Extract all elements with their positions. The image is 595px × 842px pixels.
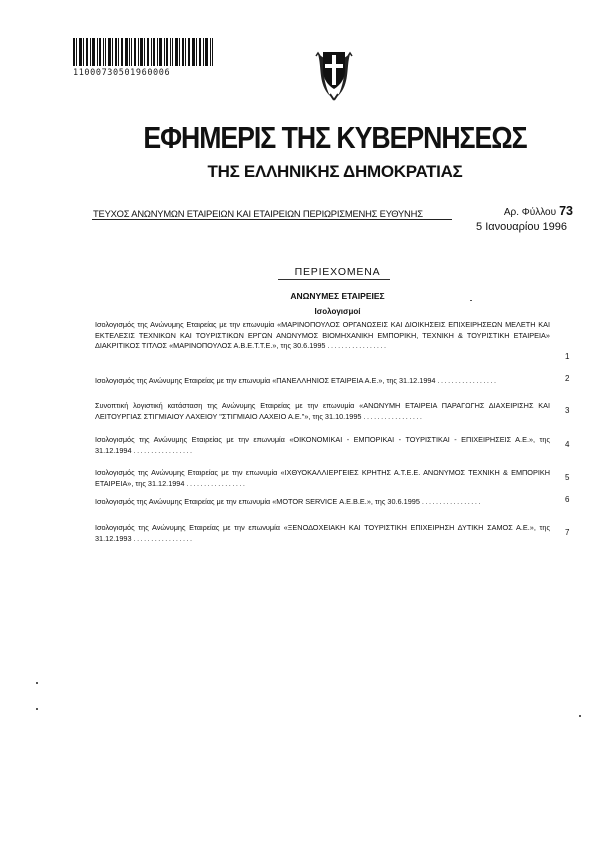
toc-entry-leader: ................. bbox=[133, 445, 194, 455]
toc-entry-leader: ................. bbox=[186, 478, 247, 488]
toc-entry bbox=[95, 376, 550, 387]
scan-speck bbox=[579, 715, 581, 717]
toc-entry-text: Ισολογισμός της Ανώνυμης Εταιρείας με την επωνυμία «ΠΑΝΕΛΛΗΝΙΟΣ ΕΤΑΙΡΕΙΑ Α.Ε.», της 31.12.1994 bbox=[95, 376, 436, 385]
issue-number-value: 73 bbox=[559, 204, 573, 218]
toc-entry-leader: ................. bbox=[133, 533, 194, 543]
toc-entry-leader: ................. bbox=[437, 376, 498, 385]
scan-speck bbox=[36, 708, 38, 710]
coat-of-arms-emblem bbox=[308, 44, 360, 104]
toc-entry bbox=[95, 435, 550, 456]
toc-entry bbox=[95, 320, 550, 352]
issue-number-label: Αρ. Φύλλου bbox=[503, 207, 557, 218]
toc-entry-text: Ισολογισμός της Ανώνυμης Εταιρείας με την επωνυμία «MOTOR SERVICE Α.Ε.Β.Ε.», της 30.6.1995 bbox=[95, 497, 420, 506]
toc-entry bbox=[95, 401, 550, 422]
toc-entry-page: 6 bbox=[565, 495, 570, 504]
section-title: ΑΝΩΝΥΜΕΣ ΕΤΑΙΡΕΙΕΣ bbox=[290, 291, 385, 301]
toc-entry-page: 1 bbox=[565, 352, 570, 361]
issue-number bbox=[504, 204, 573, 218]
toc-title-underline bbox=[278, 279, 390, 280]
toc-entry-page: 2 bbox=[565, 374, 570, 383]
toc-entry-text: Ισολογισμός της Ανώνυμης Εταιρείας με την επωνυμία «ΜΑΡΙΝΟΠΟΥΛΟΣ ΟΡΓΑΝΩΣΕΙΣ ΚΑΙ ΔΙΟΙΚΗΣΕΙΣ ΕΠΙΧΕΙΡΗΣΕΩΝ ΜΕΛΕΤΗ ΚΑΙ ΕΚΤΕΛΕΣΙΣ ΤΕΧΝΙΚΩΝ ΚΑΙ ΤΟΥΡΙΣΤΙΚΩΝ ΕΡΓΩΝ ΑΝΩΝΥΜΟΣ ΒΙΟΜΗΧΑΝΙΚΗ ΕΜΠΟΡΙΚΗ, ΤΕΧΝΙΚΗ & ΤΟΥΡΙΣΤΙΚΗ ΕΤΑΙΡΕΙΑ» ΔΙΑΚΡΙΤΙΚΟΣ ΤΙΤΛΟΣ «ΜΑΡΙΝΟΠΟΥΛΟΣ Α.Β.Ε.Τ.Τ.Ε.», της 30.6.1995 bbox=[95, 320, 550, 351]
scan-speck bbox=[470, 300, 472, 301]
gazette-subtitle: ΤΗΣ ΕΛΛΗΝΙΚΗΣ ΔΗΜΟΚΡΑΤΙΑΣ bbox=[207, 162, 463, 181]
toc-entry-leader: ................. bbox=[421, 497, 482, 506]
toc-entry-leader: ................. bbox=[327, 341, 388, 351]
toc-entry-page: 7 bbox=[565, 528, 570, 537]
toc-entry-text: Ισολογισμός της Ανώνυμης Εταιρείας με την επωνυμία «ΙΧΘΥΟΚΑΛΛΙΕΡΓΕΙΕΣ ΚΡΗΤΗΣ Α.Τ.Ε.Ε. ΑΝΩΝΥΜΟΣ ΤΕΧΝΙΚΗ & ΕΜΠΟΡΙΚΗ ΕΤΑΙΡΕΙΑ», της 31.12.1994 bbox=[95, 468, 550, 488]
toc-title: ΠΕΡΙΕΧΟΜΕΝΑ bbox=[294, 266, 381, 278]
barcode bbox=[73, 38, 213, 66]
toc-entry bbox=[95, 523, 550, 544]
toc-entry bbox=[95, 468, 550, 489]
toc-entry bbox=[95, 497, 550, 508]
toc-entry-text: Ισολογισμός της Ανώνυμης Εταιρείας με την επωνυμία «ΟΙΚΟΝΟΜΙΚΑΙ - ΕΜΠΟΡΙΚΑΙ - ΤΟΥΡΙΣΤΙΚΑΙ - ΕΠΙΧΕΙΡΗΣΕΙΣ Α.Ε.», της 31.12.1994 bbox=[95, 435, 550, 455]
scan-speck bbox=[36, 682, 38, 684]
toc-entry-leader: ................. bbox=[363, 411, 424, 421]
gazette-title: ΕΦΗΜΕΡΙΣ ΤΗΣ ΚΥΒΕΡΝΗΣΕΩΣ bbox=[143, 120, 527, 155]
toc-entry-page: 4 bbox=[565, 440, 570, 449]
toc-entry-text: Συνοπτική λογιστική κατάσταση της Ανώνυμης Εταιρείας με την επωνυμία «ΑΝΩΝΥΜΗ ΕΤΑΙΡΕΙΑ ΠΑΡΑΓΩΓΗΣ ΔΙΑΧΕΙΡΙΣΗΣ ΚΑΙ ΛΕΙΤΟΥΡΓΙΑΣ ΣΤΙΓΜΙΑΙΟΥ ΛΑΧΕΙΟΥ "ΣΤΙΓΜΙΑΙΟ ΛΑΧΕΙΟ Α.Ε."», της 31.10.1995 bbox=[95, 401, 550, 421]
issue-date: 5 Ιανουαρίου 1996 bbox=[476, 221, 567, 233]
barcode-number: 11000730501960006 bbox=[73, 68, 171, 78]
issue-type-underline bbox=[92, 219, 452, 220]
subsection-title: Ισολογισμοί bbox=[314, 307, 361, 316]
toc-entry-page: 5 bbox=[565, 473, 570, 482]
toc-entry-text: Ισολογισμός της Ανώνυμης Εταιρείας με την επωνυμία «ΞΕΝΟΔΟΧΕΙΑΚΗ ΚΑΙ ΤΟΥΡΙΣΤΙΚΗ ΕΠΙΧΕΙΡΗΣΗ ΔΥΤΙΚΗ ΣΑΜΟΣ Α.Ε.», της 31.12.1993 bbox=[95, 523, 550, 543]
toc-entry-page: 3 bbox=[565, 406, 570, 415]
issue-type: ΤΕΥΧΟΣ ΑΝΩΝΥΜΩΝ ΕΤΑΙΡΕΙΩΝ ΚΑΙ ΕΤΑΙΡΕΙΩΝ ΠΕΡΙΩΡΙΣΜΕΝΗΣ ΕΥΘΥΝΗΣ bbox=[93, 208, 423, 219]
